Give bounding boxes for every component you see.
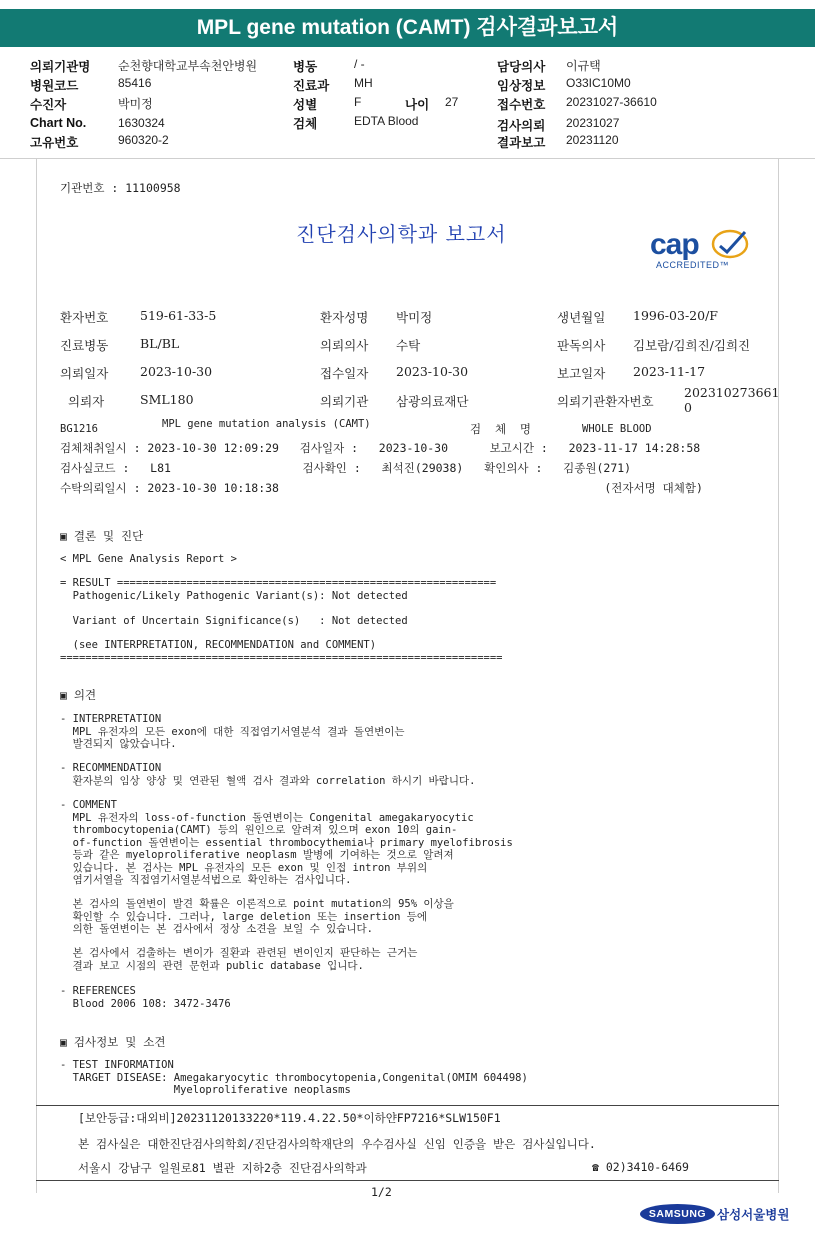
label-patient-name: 환자성명 [320,310,369,325]
value-clinical-info: O33IC10M0 [566,76,631,90]
value-sex: F [354,95,362,109]
label-requester: 의뢰자 [68,394,105,409]
label-receipt-date: 접수일자 [320,366,369,381]
value-ward: / - [354,57,365,71]
specimen-label: 검 체 명 [470,422,532,436]
label-specimen: 검체 [293,117,318,131]
certification-line: 본 검사실은 대한진단검사의학회/진단검사의학재단의 우수검사실 신임 인증을 받은 검사실입니다. [78,1137,596,1151]
header-divider [0,158,815,159]
value-chart-no: 1630324 [118,116,165,130]
comment-basis-text: 본 검사에서 검출하는 변이가 질환과 관련된 변이인지 판단하는 근거는 결과 보고 시점의 관련 문헌과 public database 입니다. [72,947,418,972]
comment-text: - COMMENT MPL 유전자의 loss-of-function 돌연변이는 Congenital amegakaryocytic thrombocytopenia(CAMT) 등의 원인으로 알려져 있으며 exon 10의 gain- of-function 돌연변이는 essential thrombocythemia나 primary myelofibrosis 등과 같은 myeloproliferative neoplasm 발병에 기여하는 것으로 알려져 있습니다. 본 검사는 MPL 유전자의 모든 exon 및 인접 intron 부위의 염기서열을 직접염기서열분석법으로 확인하는 검사입니다. [60,799,513,886]
security-line: [보안등급:대외비]20231120133220*119.4.22.50*이하얀FP7216*SLW150F1 [78,1111,501,1125]
label-receipt-no: 접수번호 [497,98,546,112]
value-ward-code: BL/BL [140,336,180,351]
test-line-3: 수탁의뢰일시 : 2023-10-30 10:18:38 (전자서명 대체함) [60,481,703,495]
value-test-request: 20231027 [566,116,620,130]
value-specimen: EDTA Blood [354,114,419,128]
value-unique-no: 960320-2 [118,133,169,147]
value-result-report: 20231120 [566,133,619,147]
page-number: 1/2 [371,1185,392,1199]
references-text: - REFERENCES Blood 2006 108: 3472-3476 [60,985,231,1010]
label-age: 나이 [405,98,430,112]
test-information-text: - TEST INFORMATION TARGET DISEASE: Amegakaryocytic thrombocytopenia,Congenital(OMIM 604498) Myeloproliferative neoplasms [60,1059,528,1096]
label-patient-no: 환자번호 [60,310,109,325]
label-test-request: 검사의뢰 [497,119,546,133]
hospital-name: 삼성서울병원 [717,1207,790,1222]
label-result-report: 결과보고 [497,136,546,150]
specimen-value: WHOLE BLOOD [582,423,652,435]
conclusion-heading: ▣ 결론 및 진단 [60,529,144,543]
cap-accredited-logo [648,224,758,276]
value-report-date: 2023-11-17 [633,364,706,379]
phone-number: ☎ 02)3410-6469 [592,1160,689,1174]
value-hospital-code: 85416 [118,76,152,90]
value-birth-date: 1996-03-20/F [633,308,718,323]
label-ward-code: 진료병동 [60,338,109,353]
samsung-logo-text: SAMSUNG [648,1208,707,1220]
report-heading: 진단검사의학과 보고서 [296,222,507,246]
value-requester: SML180 [140,392,194,407]
report-title-bar: MPL gene mutation (CAMT) 검사결과보고서 [0,9,815,47]
result-line: = RESULT ============================================================ [60,577,497,589]
value-attending-doctor: 이규택 [566,59,601,73]
test-code: BG1216 [60,423,98,435]
value-receipt-date: 2023-10-30 [396,364,469,379]
value-receipt-no: 20231027-36610 [566,95,657,109]
opinion-heading: ▣ 의견 [60,688,97,702]
comment-detection-text: 본 검사의 돌연변이 발견 확률은 이론적으로 point mutation의 95% 이상을 확인할 수 있습니다. 그러나, large deletion 또는 insertion 등에 의한 돌연변이는 본 검사에서 정상 소견을 보일 수 있습니다. [72,898,454,935]
test-line-2: 검사실코드 : L81 검사확인 : 최석진(29038) 확인의사 : 김종원(271) [60,461,632,475]
label-requesting-org: 의뢰기관 [320,394,369,409]
label-sex: 성별 [293,98,318,112]
value-requesting-institution: 순천향대학교부속천안병원 [118,59,258,73]
result-line: Variant of Uncertain Significance(s) : Not detected [60,615,408,627]
page-right-border [778,158,779,1193]
test-line-1: 검체채취일시 : 2023-10-30 12:09:29 검사일자 : 2023-10-30 보고시간 : 2023-11-17 14:28:58 [60,441,701,455]
value-department: MH [354,76,373,90]
testinfo-heading: ▣ 검사정보 및 소견 [60,1035,166,1049]
value-patient-name: 박미정 [396,310,433,325]
label-clinical-info: 임상정보 [497,79,546,93]
label-report-date: 보고일자 [557,366,606,381]
result-line: Pathogenic/Likely Pathogenic Variant(s): Not detected [60,590,408,602]
value-reading-doctor: 김보람/김희진/김희진 [633,338,751,353]
label-chart-no: Chart No. [30,116,87,130]
value-patient-no: 519-61-33-5 [140,308,217,323]
recommendation-text: - RECOMMENDATION 환자분의 임상 양상 및 연관된 혈액 검사 결과와 correlation 하시기 바랍니다. [60,762,476,787]
label-examinee: 수진자 [30,98,67,112]
label-request-date: 의뢰일자 [60,366,109,381]
value-request-date: 2023-10-30 [140,364,213,379]
label-org-patient-no: 의뢰기관환자번호 [557,394,654,409]
label-department: 진료과 [293,79,330,93]
interpretation-text: - INTERPRETATION MPL 유전자의 모든 exon에 대한 직접염기서열분석 결과 돌연변이는 발견되지 않았습니다. [60,713,405,750]
test-name: MPL gene mutation analysis (CAMT) [162,418,371,430]
value-requesting-org: 삼광의료재단 [396,394,469,409]
label-reading-doctor: 판독의사 [557,338,606,353]
value-examinee: 박미정 [118,97,153,111]
result-line: (see INTERPRETATION, RECOMMENDATION and COMMENT) [60,639,377,651]
institution-number: 기관번호 : 11100958 [60,181,181,195]
label-unique-no: 고유번호 [30,136,79,150]
value-referring-doctor: 수탁 [396,338,421,353]
label-hospital-code: 병원코드 [30,79,79,93]
label-referring-doctor: 의뢰의사 [320,338,369,353]
result-line: ====================================================================== [60,652,503,664]
label-attending-doctor: 담당의사 [497,60,546,74]
page-left-border [36,158,37,1193]
footer-divider [36,1105,779,1106]
cap-logo-sub: ACCREDITED™ [656,260,730,270]
label-birth-date: 생년월일 [557,310,606,325]
samsung-logo [640,1204,715,1224]
address-line: 서울시 강남구 일원로81 별관 지하2층 진단검사의학과 [78,1161,367,1175]
value-age: 27 [445,95,459,109]
cap-logo-word: cap [650,228,699,261]
value-org-patient-no: 202310273661 0 [684,385,780,415]
label-ward: 병동 [293,60,318,74]
label-requesting-institution: 의뢰기관명 [30,60,91,74]
analysis-report-name: < MPL Gene Analysis Report > [60,553,238,565]
footer-bottom-divider [36,1180,779,1181]
